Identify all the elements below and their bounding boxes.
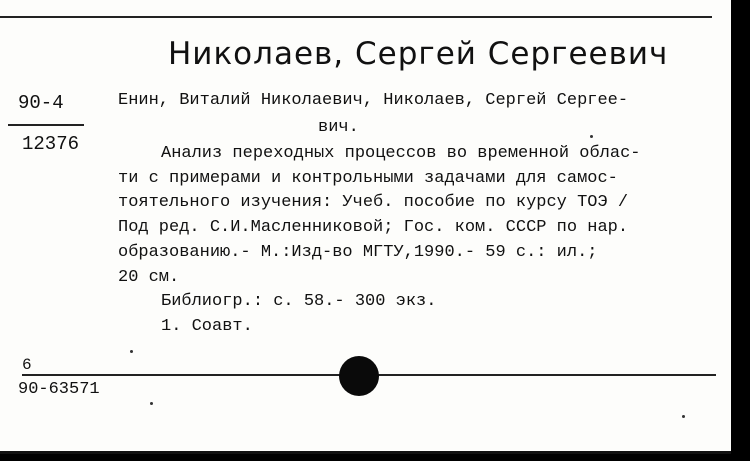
author-entry-line-2: вич. xyxy=(318,118,359,137)
dust-speck xyxy=(590,135,593,138)
top-border-line xyxy=(0,16,712,18)
shelf-code-rule xyxy=(8,124,84,126)
dust-speck xyxy=(130,350,133,353)
inventory-number: 90-63571 xyxy=(18,380,100,399)
scan-edge xyxy=(731,0,750,461)
description-line: 20 см. xyxy=(118,267,180,287)
shelf-code: 90-4 xyxy=(18,92,64,114)
description-line: Анализ переходных процессов во временной облас- xyxy=(161,144,641,163)
description-block xyxy=(118,142,698,340)
class-code: 6 xyxy=(22,356,32,374)
description-line: образованию.- М.:Изд-во МГТУ,1990.- 59 с.: ил.; xyxy=(118,242,598,262)
dust-speck xyxy=(682,415,685,418)
description-line: Библиогр.: с. 58.- 300 экз. xyxy=(161,292,437,312)
description-line: ти с примерами и контрольными задачами для самос- xyxy=(118,168,618,188)
dust-speck xyxy=(150,402,153,405)
description-line: Под ред. С.И.Масленниковой; Гос. ком. СССР по нар. xyxy=(118,218,629,238)
author-number: 12376 xyxy=(22,133,80,155)
description-line: тоятельного изучения: Учеб. пособие по курсу ТОЭ / xyxy=(118,193,629,213)
card-punch-hole xyxy=(339,356,379,396)
description-line: 1. Соавт. xyxy=(161,316,253,336)
handwritten-heading: Николаев, Сергей Сергеевич xyxy=(168,36,669,72)
author-entry-line-1: Енин, Виталий Николаевич, Николаев, Сергей Сергее- xyxy=(118,91,629,110)
